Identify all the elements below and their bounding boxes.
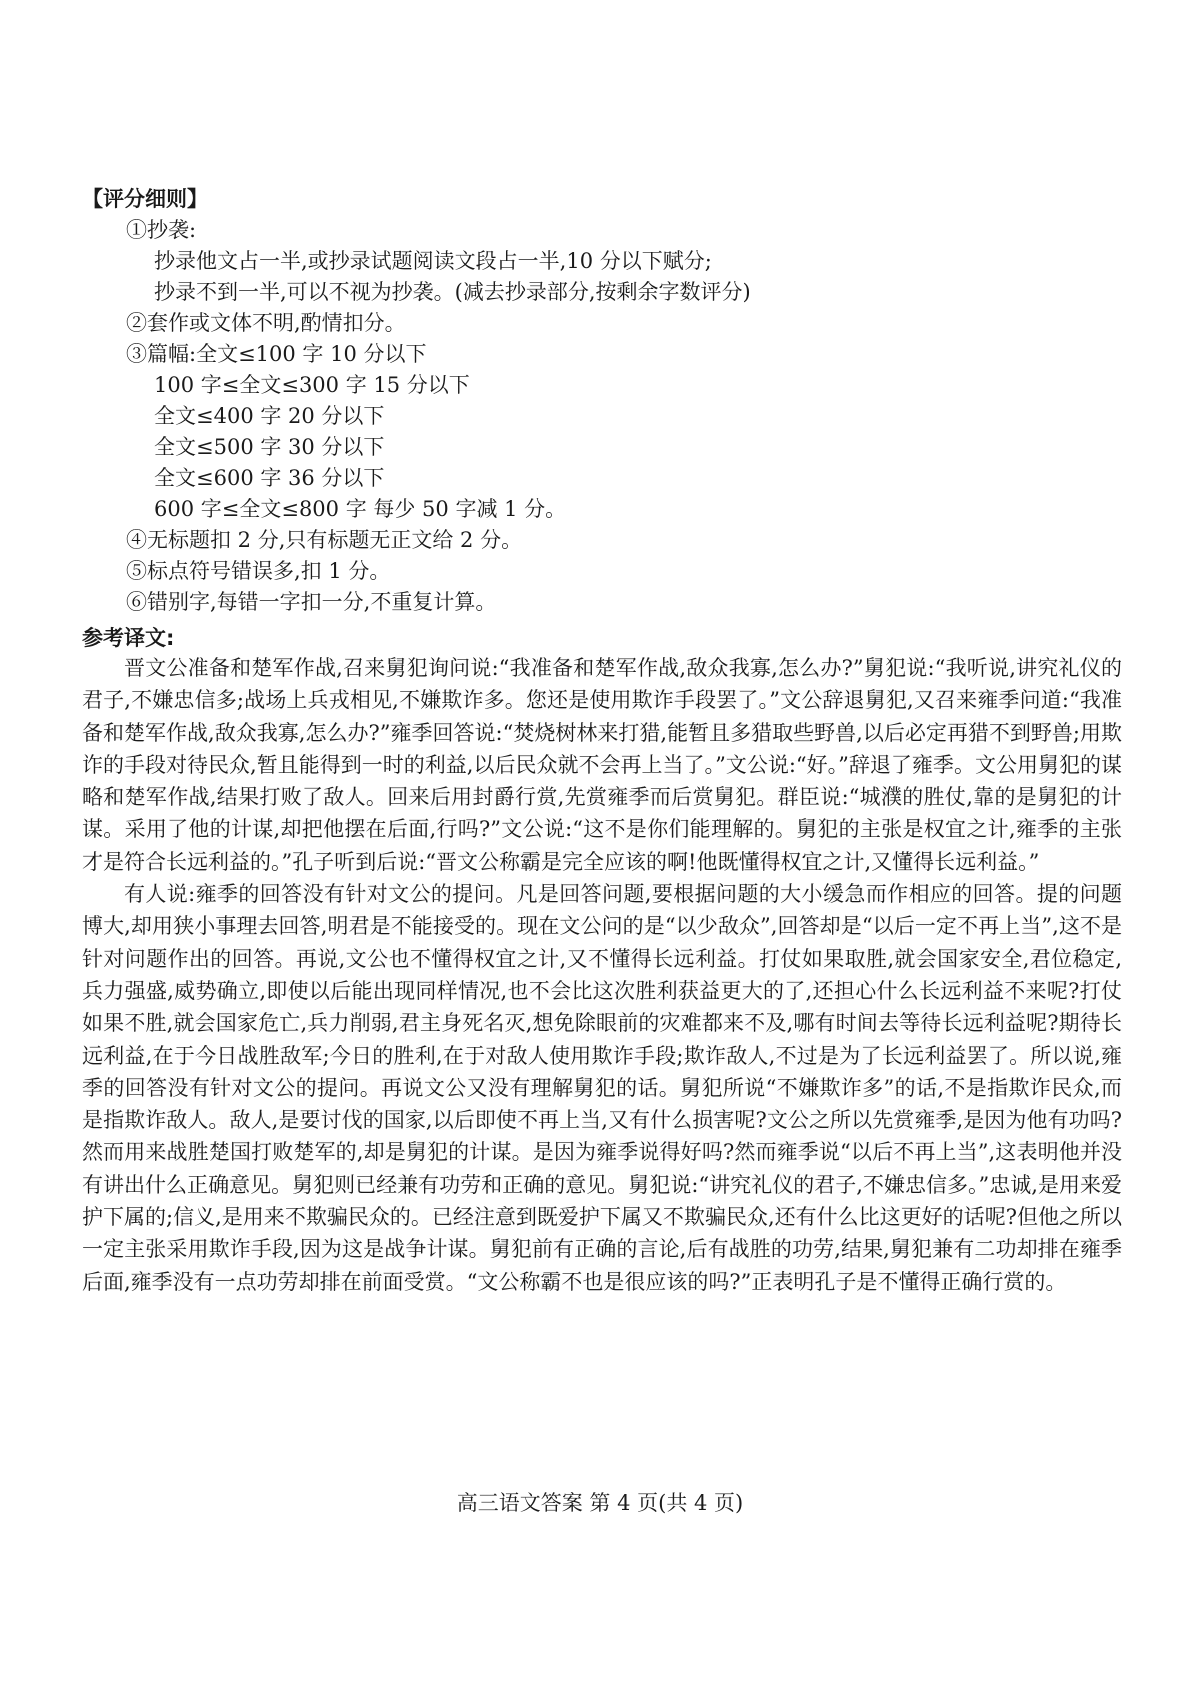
translation-paragraph: 晋文公准备和楚军作战,召来舅犯询问说:“我准备和楚军作战,敌众我寡,怎么办?”舅犯说:“我听说,讲究礼仪的君子,不嫌忠信多;战场上兵戎相见,不嫌欺诈多。您还是使用欺诈手段罢了。”文公辞退舅犯,又召来雍季问道:“我准备和楚军作战,敌众我寡,怎么办?”雍季回答说:“焚烧树林来打猎,能暂且多猎取些野兽,以后必定再猎不到野兽;用欺诈的手段对待民众,暂且能得到一时的利益,以后民众就不会再上当了。”文公说:“好。”辞退了雍季。文公用舅犯的谋略和楚军作战,结果打败了敌人。回来后用封爵行赏,先赏雍季而后赏舅犯。群臣说:“城濮的胜仗,靠的是舅犯的计谋。采用了他的计谋,却把他摆在后面,行吗?”文公说:“这不是你们能理解的。舅犯的主张是权宜之计,雍季的主张才是符合长远利益的。”孔子听到后说:“晋文公称霸是完全应该的啊!他既懂得权宜之计,又懂得长远利益。” xyxy=(82,656,1122,874)
rule-line: ③篇幅:全文≤100 字 10 分以下 xyxy=(126,342,427,366)
reference-translation xyxy=(82,652,1122,1298)
rule-line: ①抄袭: xyxy=(126,218,197,242)
rule-line: ④无标题扣 2 分,只有标题无正文给 2 分。 xyxy=(126,528,523,552)
rule-line: 抄录他文占一半,或抄录试题阅读文段占一半,10 分以下赋分; xyxy=(154,249,712,273)
translation-paragraph: 有人说:雍季的回答没有针对文公的提问。凡是回答问题,要根据问题的大小缓急而作相应的回答。提的问题博大,却用狭小事理去回答,明君是不能接受的。现在文公问的是“以少敌众”,回答却是“以后一定不再上当”,这不是针对问题作出的回答。再说,文公也不懂得权宜之计,又不懂得长远利益。打仗如果取胜,就会国家安全,君位稳定,兵力强盛,威势确立,即使以后能出现同样情况,也不会比这次胜利获益更大的了,还担心什么长远利益不来呢?打仗如果不胜,就会国家危亡,兵力削弱,君主身死名灭,想免除眼前的灾难都来不及,哪有时间去等待长远利益呢?期待长远利益,在于今日战胜敌军;今日的胜利,在于对敌人使用欺诈手段;欺诈敌人,不过是为了长远利益罢了。所以说,雍季的回答没有针对文公的提问。再说文公又没有理解舅犯的话。舅犯所说“不嫌欺诈多”的话,不是指欺诈民众,而是指欺诈敌人。敌人,是要讨伐的国家,以后即使不再上当,又有什么损害呢?文公之所以先赏雍季,是因为他有功吗?然而用来战胜楚国打败楚军的,却是舅犯的计谋。是因为雍季说得好吗?然而雍季说“以后不再上当”,这表明他并没有讲出什么正确意见。舅犯则已经兼有功劳和正确的意见。舅犯说:“讲究礼仪的君子,不嫌忠信多。”忠诚,是用来爱护下属的;信义,是用来不欺骗民众的。已经注意到既爱护下属又不欺骗民众,还有什么比这更好的话呢?但他之所以一定主张采用欺诈手段,因为这是战争计谋。舅犯前有正确的言论,后有战胜的功劳,结果,舅犯兼有二功却排在雍季后面,雍季没有一点功劳却排在前面受赏。“文公称霸不也是很应该的吗?”正表明孔子是不懂得正确行赏的。 xyxy=(82,882,1122,1294)
scoring-rules xyxy=(82,215,1122,618)
scoring-heading: 【评分细则】 xyxy=(82,187,208,211)
rule-line: 全文≤500 字 30 分以下 xyxy=(154,435,385,459)
rule-line: ②套作或文体不明,酌情扣分。 xyxy=(126,311,406,335)
rule-line: 600 字≤全文≤800 字 每少 50 字减 1 分。 xyxy=(154,497,567,521)
reference-heading: 参考译文: xyxy=(82,626,175,650)
rule-line: 全文≤400 字 20 分以下 xyxy=(154,404,385,428)
rule-line: 抄录不到一半,可以不视为抄袭。(减去抄录部分,按剩余字数评分) xyxy=(154,280,751,304)
rule-line: 100 字≤全文≤300 字 15 分以下 xyxy=(154,373,470,397)
page-footer: 高三语文答案 第 4 页(共 4 页) xyxy=(456,1491,744,1515)
rule-line: 全文≤600 字 36 分以下 xyxy=(154,466,385,490)
rule-line: ⑥错别字,每错一字扣一分,不重复计算。 xyxy=(126,590,497,614)
rule-line: ⑤标点符号错误多,扣 1 分。 xyxy=(126,559,391,583)
